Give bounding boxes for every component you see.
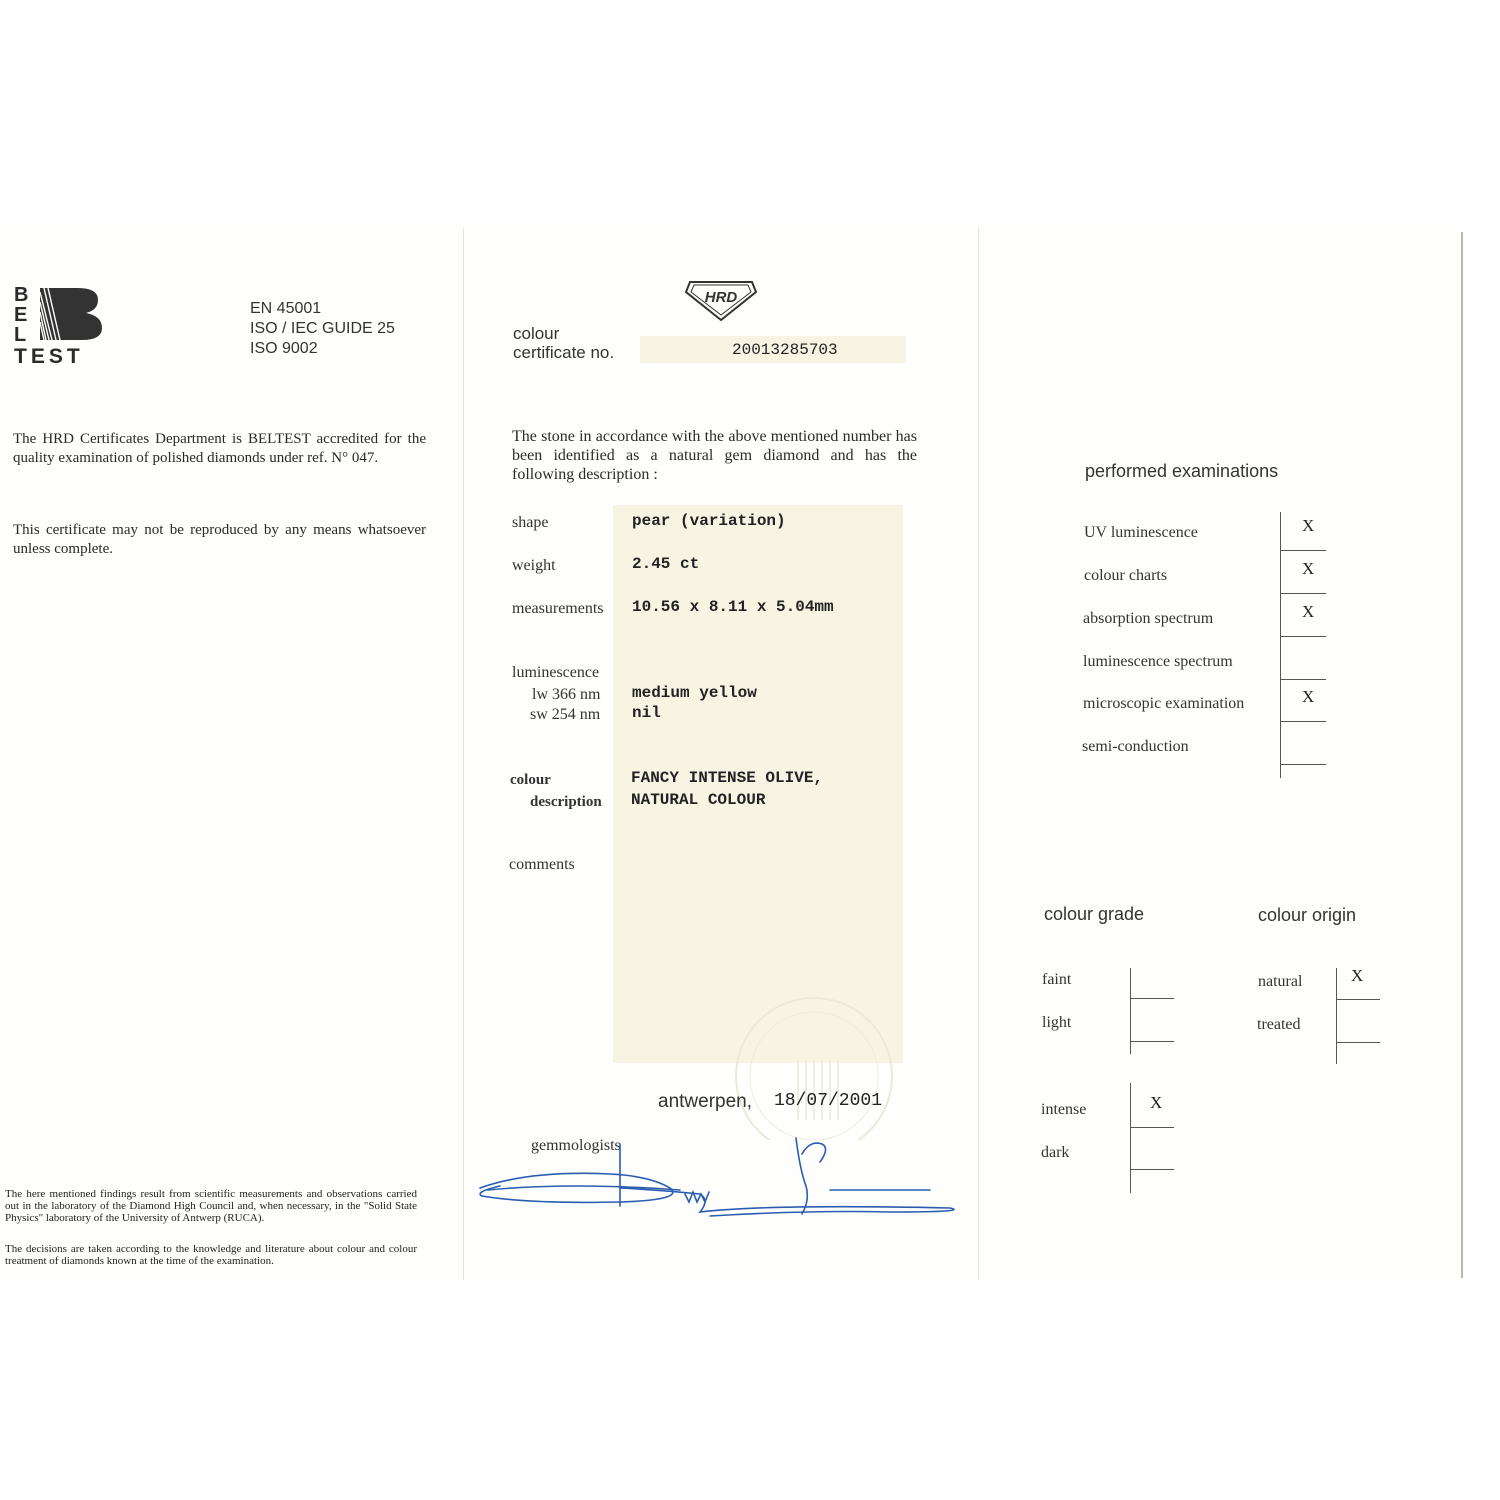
gemmologists-label: gemmologists [531,1137,621,1154]
performed-examinations-title: performed examinations [1085,461,1279,481]
certificate-date: 18/07/2001 [774,1091,883,1111]
grade-dark-label: dark [1041,1144,1070,1161]
exam-colour-charts-label: colour charts [1084,567,1168,584]
origin-natural-mark: X [1351,966,1364,985]
origin-treated-label: treated [1257,1016,1301,1033]
hrd-text: HRD [704,289,738,306]
certificate-title [513,324,614,362]
grade-box-line [1130,1127,1174,1128]
place-text: antwerpen, [658,1091,753,1112]
intro-text: The stone in accordance with the above mentioned number has been identified as a natural gem diamond and has the following description : [512,428,917,483]
reproduction-text: This certificate may not be reproduced by any means whatsoever unless complete. [13,522,426,557]
certificate-number: 20013285703 [732,341,838,359]
accreditation-text: The HRD Certificates Department is BELTEST accredited for the quality examination of polished diamonds under ref. N° 047. [13,431,426,466]
beltest-b-mark-icon [38,286,104,342]
weight-value: 2.45 ct [632,555,700,573]
exam-box-line [1280,636,1326,637]
exam-colour-charts-mark: X [1302,559,1315,578]
exam-luminescence-spectrum-label: luminescence spectrum [1083,653,1233,670]
colour-origin-column-line [1336,968,1337,1064]
exam-box-line [1280,550,1326,551]
colour-origin-title: colour origin [1258,905,1357,925]
colour-value-line1: FANCY INTENSE OLIVE, [631,769,824,787]
luminescence-label: luminescence [512,664,600,681]
measurements-label: measurements [512,600,604,617]
lw-label: lw 366 nm [532,686,601,703]
grade-intense-label: intense [1041,1101,1087,1118]
exam-uv-luminescence-mark: X [1302,516,1315,535]
paper-right-edge [1461,232,1463,1278]
grade-box-line [1130,998,1174,999]
description-label: description [530,794,602,810]
beltest-letter-b: B [14,284,29,306]
shape-label: shape [512,514,549,531]
exam-box-line [1280,679,1326,680]
colour-value-line2: NATURAL COLOUR [631,791,766,809]
origin-box-line [1336,999,1380,1000]
standard-en45001: EN 45001 [250,300,322,317]
fold-line-right [978,228,979,1280]
origin-natural-label: natural [1258,973,1303,990]
certificate-title-line2: certificate no. [513,343,615,362]
colour-label: colour [510,772,551,788]
standard-iso9002: ISO 9002 [250,340,318,357]
standards-list [250,299,395,359]
exam-column-line [1280,512,1281,778]
beltest-test-text: TEST [14,345,84,368]
gemmologist-signatures [470,1130,970,1226]
embossed-seal-icon [728,990,900,1140]
certificate-title-line1: colour [513,324,560,343]
grade-intense-mark: X [1150,1093,1163,1112]
hrd-logo [684,280,758,322]
grade-faint-label: faint [1042,971,1072,988]
comments-label: comments [509,856,575,873]
grade-box-line [1130,1041,1174,1042]
weight-label: weight [512,557,556,574]
exam-semi-conduction-label: semi-conduction [1082,738,1189,755]
beltest-letter-l: L [14,324,27,346]
beltest-letter-e: E [14,304,28,326]
decisions-text: The decisions are taken according to the knowledge and literature about colour and colour treatment of diamonds known at the time of the examination. [5,1243,417,1267]
standard-iso-iec: ISO / IEC GUIDE 25 [250,320,395,337]
colour-grade-title: colour grade [1044,904,1145,924]
hrd-diamond-icon [684,280,758,322]
exam-microscopic-examination-mark: X [1302,687,1315,706]
grade-box-line [1130,1169,1174,1170]
colour-grade-column-line-lower [1130,1083,1131,1193]
shape-value: pear (variation) [632,512,786,530]
exam-box-line [1280,721,1326,722]
exam-box-line [1280,593,1326,594]
fold-line-left [463,228,464,1280]
measurements-value: 10.56 x 8.11 x 5.04mm [632,598,834,616]
beltest-logo [14,286,104,372]
findings-text: The here mentioned findings result from scientific measurements and observations carried out in the laboratory of the Diamond High Council and, when necessary, in the "Solid State Physics" laboratory of the University of Antwerp (RUCA). [5,1188,417,1224]
exam-box-line [1280,764,1326,765]
sw-label: sw 254 nm [530,706,601,723]
sw-value: nil [632,704,661,722]
exam-absorption-spectrum-label: absorption spectrum [1083,610,1214,627]
origin-box-line [1336,1042,1380,1043]
exam-absorption-spectrum-mark: X [1302,602,1315,621]
exam-uv-luminescence-label: UV luminescence [1084,524,1198,541]
lw-value: medium yellow [632,684,757,702]
exam-microscopic-examination-label: microscopic examination [1083,695,1245,712]
grade-light-label: light [1042,1014,1072,1031]
